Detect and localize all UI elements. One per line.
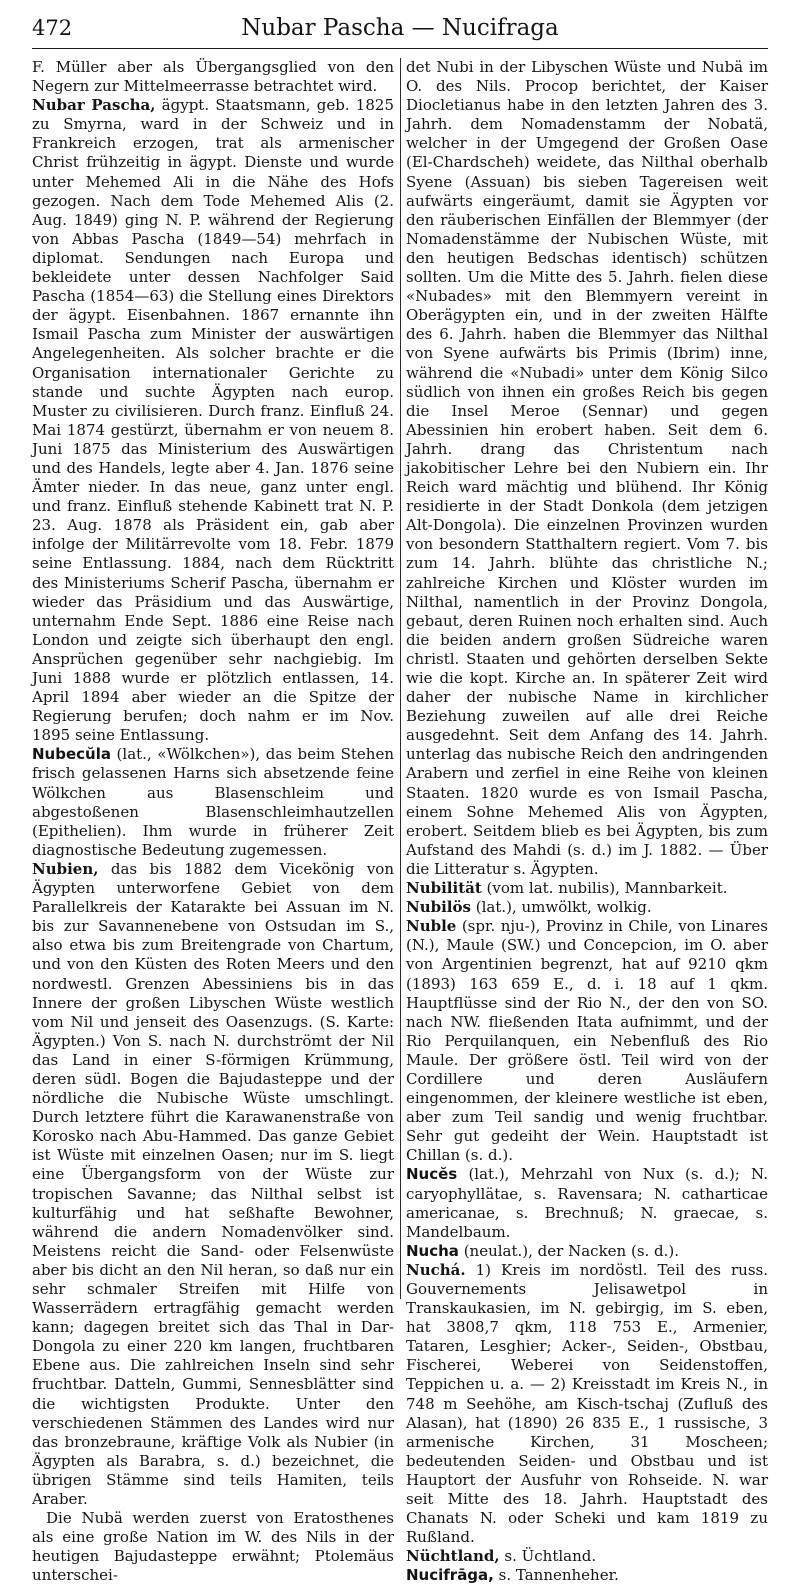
headword: Nuchá. [406, 1260, 466, 1279]
headword: Nuble [406, 917, 457, 936]
headword: Nucĕs [406, 1165, 458, 1184]
entry-nubien [32, 860, 394, 1586]
headword: Nucifrāga, [406, 1566, 494, 1585]
headword: Nubar Pascha, [32, 96, 156, 115]
entry-nucifraga [406, 1566, 768, 1585]
entry-nucha-latin [406, 1242, 768, 1261]
running-head: Nubar Pascha — Nucifraga [241, 15, 559, 41]
page-body [32, 58, 768, 1585]
entry-text: s. Tannenheher. [493, 1566, 619, 1585]
headword: Nucha [406, 1241, 459, 1260]
entry-nucha [406, 1261, 768, 1547]
headword: Nüchtland, [406, 1547, 500, 1566]
left-column [32, 58, 394, 1585]
entry-text: (lat.), Mehrzahl von Nux (s. d.); N. caryophyllätae, s. Ravensara; N. catharticae americanae, s. Brechnuß; N. graecae, s. Mandelbaum. [406, 1165, 768, 1241]
entry-nubilitaet [406, 879, 768, 898]
page-header [32, 8, 768, 49]
entry-text: (neulat.), der Nacken (s. d.). [458, 1241, 680, 1260]
right-column [406, 58, 768, 1585]
headword: Nubilität [406, 879, 482, 898]
entry-text: (lat.), umwölkt, wolkig. [470, 898, 652, 917]
entry-text: (spr. nju-), Provinz in Chile, von Linares (N.), Maule (SW.) und Concepcion, im O. aber von Argentinien begrenzt, hat auf 9210 qkm (1893) 163 659 E., d. i. 18 auf 1 qkm. Hauptflüsse sind der Rio N., der den von SO. nach NW. fließenden Itata aufnimmt, und der Rio Perquilanquen, ein Nebenfluß des Rio Maule. Der größere östl. Teil wird von der Cordillere und deren Ausläufern eingenommen, der kleinere westliche ist eben, aber zum Teil sandig und wenig fruchtbar. Sehr gut gedeiht der Wein. Hauptstadt ist Chillan (s. d.). [406, 917, 768, 1165]
entry-nubar-pascha [32, 96, 394, 745]
entry-text: das bis 1882 dem Vicekönig von Ägypten unterworfene Gebiet von dem Parallelkreis der Katarakte bei Assuan im N. bis zur Savannenebene von Ostsudan im S., also etwa bis zum Breitengrade von Chartum, und von den Küsten des Roten Meers und den nordwestl. Grenzen Abessiniens bis in das Innere der großen Libyschen Wüste westlich vom Nil und jenseit des Oasenzugs. (S. Karte: Ägypten.) Von S. nach N. durchströmt der Nil das Land in einer S-förmigen Krümmung, deren südl. Bogen die Bajudasteppe und der nördliche die Nubische Wüste umschlingt. Durch letztere führt die Karawanenstraße von Korosko nach Abu-Hammed. Das ganze Gebiet ist Wüste mit einzelnen Oasen; nur im S. liegt eine Übergangsform von der Wüste zur tropischen Savanne; das Nilthal selbst ist kulturfähig und hat seßhafte Bewohner, während die andern Nomadenvölker sind. Meistens reicht die Sand- oder Felsenwüste aber bis dicht an den Nil heran, so daß nur ein sehr schmaler Streifen mit Hilfe von Wasserrädern ertragfähig gemacht werden kann; dagegen breitet sich das Thal in Dar-Dongola zu einer 220 km langen, fruchtbaren Ebene aus. Die zahlreichen Inseln sind sehr fruchtbar. Datteln, Gummi, Sennesblätter sind die wichtigsten Produkte. Unter den verschiedenen Stämmen des Landes wird nur das bronzebraune, kräftige Volk als Nubier (in Ägypten als Barabra, s. d.) bezeichnet, die übrigen Stämme sind teils Hamiten, teils Araber. [32, 859, 394, 1509]
entry-text: (lat., «Wölkchen»), das beim Stehen frisch gelassenen Harns sich absetzende feine Wölkchen aus Blasenschleim und abgestoßenen Blasenschleimhautzellen (Epithelien). Ihm wurde in früherer Zeit diagnostische Bedeutung zugemessen. [32, 745, 394, 859]
entry-nuble [406, 917, 768, 1165]
page-number: 472 [32, 16, 73, 40]
headword: Nubecŭla [32, 745, 111, 764]
column-divider [400, 58, 401, 1299]
entry-text: 1) Kreis im nordöstl. Teil des russ. Gouvernements Jelisawetpol in Transkaukasien, im N. gebirgig, im S. eben, hat 3808,7 qkm, 118 753 E., Armenier, Tataren, Lesghier; Acker-, Seiden-, Obstbau, Fischerei, Weberei von Seidenstoffen, Teppichen u. a. — 2) Kreisstadt im Kreis N., in 748 m Seehöhe, am Kisch-tschaj (Zufluß des Alasan), hat (1890) 26 835 E., 1 russische, 3 armenische Kirchen, 31 Moscheen; bedeutenden Seiden- und Obstbau und ist Hauptort der Ausfuhr von Rohseide. N. war seit Mitte des 18. Jahrh. Hauptstadt des Chanats N. oder Scheki und kam 1819 zu Rußland. [406, 1260, 768, 1547]
headword: Nubien, [32, 859, 99, 878]
entry-nubiloes [406, 898, 768, 917]
continued-text: F. Müller aber als Übergangsglied von den Negern zur Mittelmeerrasse betrachtet wird. [32, 58, 394, 96]
headword: Nubilös [406, 898, 471, 917]
entry-paragraph: Die Nubä werden zuerst von Eratosthenes als eine große Nation im W. des Nils in der heutigen Bajudasteppe erwähnt; Ptolemäus unterschei- [32, 1509, 394, 1585]
entry-nuces [406, 1165, 768, 1241]
entry-text: (vom lat. nubilis), Mannbarkeit. [481, 879, 728, 898]
entry-nuechtland [406, 1547, 768, 1566]
entry-text: ägypt. Staatsmann, geb. 1825 zu Smyrna, ward in der Schweiz und in Frankreich erzogen, trat als armenischer Christ frühzeitig in ägypt. Dienste und wurde unter Mehemed Ali in die Nähe des Hofs gezogen. Nach dem Tode Mehemed Alis (2. Aug. 1849) ging N. P. während der Regierung von Abbas Pascha (1849—54) mehrfach in diplomat. Sendungen nach Europa und bekleidete unter dessen Nachfolger Said Pascha (1854—63) die Stellung eines Direktors der ägypt. Eisenbahnen. 1867 ernannte ihn Ismail Pascha zum Minister der auswärtigen Angelegenheiten. Als solcher brachte er die Organisation internationaler Gerichte zu stande und suchte Ägypten nach europ. Muster zu civilisieren. Durch franz. Einfluß 24. Mai 1874 gestürzt, übernahm er von neuem 8. Juni 1875 das Ministerium des Auswärtigen und des Handels, legte aber 4. Jan. 1876 seine Ämter nieder. In das neue, ganz unter engl. und franz. Einfluß stehende Kabinett trat N. P. 23. Aug. 1878 als Präsident ein, gab aber infolge der Militärrevolte vom 18. Febr. 1879 seine Entlassung. 1884, nach dem Rücktritt des Ministeriums Scherif Pascha, übernahm er wieder das Präsidium und das Auswärtige, unternahm Ende Sept. 1886 eine Reise nach London und zeigte sich überhaupt den engl. Ansprüchen gegenüber sehr nachgiebig. Im Juni 1888 wurde er plötzlich entlassen, 14. April 1894 aber wieder an die Spitze der Regierung berufen; doch nahm er im Nov. 1895 seine Entlassung. [32, 96, 394, 745]
entry-text: s. Üchtland. [499, 1547, 597, 1566]
continued-text: det Nubi in der Libyschen Wüste und Nubä im O. des Nils. Procop berichtet, der Kaiser Diocletianus habe in den letzten Jahren des 3. Jahrh. dem Nomadenstamm der Nobatä, welcher in der Umgegend der Großen Oase (El-Chardscheh) weidete, das Nilthal oberhalb Syene (Assuan) bis sieben Tagereisen weit aufwärts eingeräumt, damit sie Ägypten vor den räuberischen Einfällen der Blemmyer (der Nomadenstämme der Nubischen Wüste, mit den heutigen Bedschas identisch) schützen sollten. Um die Mitte des 5. Jahrh. fielen diese «Nubades» mit den Blemmyern vereint in Oberägypten ein, und in der zweiten Hälfte des 6. Jahrh. haben die Blemmyer das Nilthal von Syene aufwärts bis Primis (Ibrim) inne, während die «Nubadi» unter dem König Silco südlich von ihnen ein großes Reich bis gegen die Insel Meroe (Sennar) und gegen Abessinien hin erobert haben. Seit dem 6. Jahrh. drang das Christentum nach jakobitischer Lehre bei den Nubiern ein. Ihr Reich ward mächtig und blühend. Ihr König residierte in der Stadt Donkola (dem jetzigen Alt-Dongola). Die einzelnen Provinzen wurden von besondern Statthaltern regiert. Vom 7. bis zum 14. Jahrh. blühte das christliche N.; zahlreiche Kirchen und Klöster wurden im Nilthal, namentlich in der Provinz Dongola, gebaut, deren Ruinen noch erhalten sind. Auch die beiden andern großen Südreiche waren christl. Staaten und gehörten derselben Sekte wie die kopt. Kirche an. In späterer Zeit wird daher der nubische Name in kirchlicher Beziehung zuweilen auf alle drei Reiche ausgedehnt. Seit dem Anfang des 14. Jahrh. unterlag das nubische Reich den andringenden Arabern und zerfiel in eine Reihe von kleinen Staaten. 1820 wurde es von Ismail Pascha, einem Sohne Mehemed Alis von Ägypten, erobert. Seitdem blieb es bei Ägypten, bis zum Aufstand des Mahdi (s. d.) im J. 1882. — Über die Litteratur s. Ägypten. [406, 58, 768, 878]
entry-nubecula [32, 745, 394, 860]
